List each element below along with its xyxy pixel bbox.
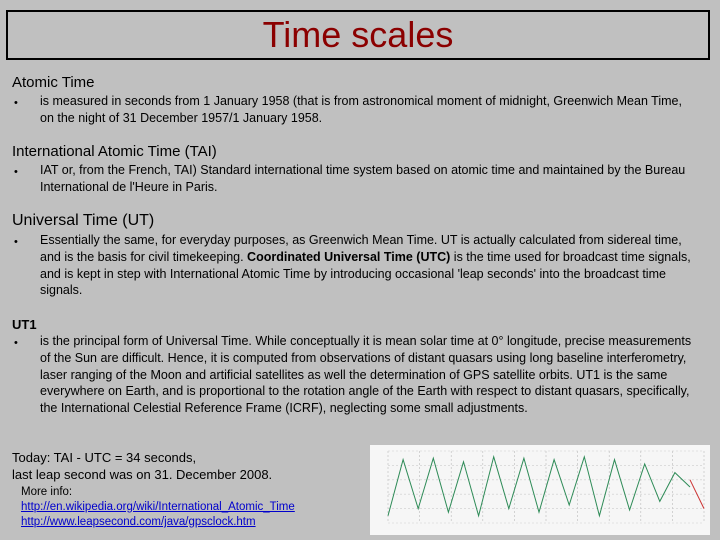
more-info-label: More info: [21, 486, 73, 498]
ut-text [40, 232, 695, 299]
heading-atomic-time: Atomic Time [12, 74, 95, 91]
tai-utc-chart [370, 445, 710, 535]
ut-text-before: Essentially the same, for everyday purposes, as Greenwich Mean Time. UT is actually calculated from sidereal time, and is the basis for civil timekeeping. [40, 233, 682, 264]
ut1-text: is the principal form of Universal Time. While conceptually it is mean solar time at 0° longitude, precise measurements of the Sun are difficult. Hence, it is computed from observations of distant quasars using long baseline interferometry, laser ranging of the Moon and artificial satellites as well the determination of GPS satellite orbits. UT1 is the same everywhere on Earth, and is proportional to the rotation angle of the Earth with respect to distant quasars, specifically, the International Celestial Reference Frame (ICRF), neglecting some small adjustments. [40, 334, 692, 416]
more-info [21, 485, 295, 530]
today-line-2: last leap second was on 31. December 2008. [12, 466, 273, 482]
bullet-icon: • [14, 337, 18, 349]
bullet-icon: • [14, 236, 18, 248]
atomic-time-text: is measured in seconds from 1 January 1958 (that is from astronomical moment of midnight, Greenwich Mean Time, on the night of 31 December 1957/1 January 1958. [40, 94, 682, 125]
today-line-1: Today: TAI - UTC = 34 seconds, [12, 450, 197, 465]
bullet-icon: • [14, 166, 18, 178]
heading-tai: International Atomic Time (TAI) [12, 143, 217, 160]
today-info [12, 450, 272, 483]
link-wikipedia-tai[interactable]: http://en.wikipedia.org/wiki/International_Atomic_Time [21, 501, 295, 513]
heading-ut1: UT1 [12, 317, 37, 332]
utc-term: Coordinated Universal Time (UTC) [247, 249, 451, 264]
page-title: Time scales [262, 14, 454, 55]
heading-ut: Universal Time (UT) [12, 212, 155, 229]
tai-text: IAT or, from the French, TAI) Standard international time system based on atomic time and maintained by the Bureau International de l'Heure in Paris. [40, 163, 686, 194]
bullet-icon: • [14, 97, 18, 109]
link-leapsecond-clock[interactable]: http://www.leapsecond.com/java/gpsclock.htm [21, 516, 256, 528]
chart-svg [370, 445, 710, 535]
ut-text-after: is the time used for broadcast time signals, and is kept in step with International Atomic Time by introducing occasional 'leap seconds' into the broadcast time signals. [40, 249, 691, 298]
title-box [6, 10, 710, 60]
